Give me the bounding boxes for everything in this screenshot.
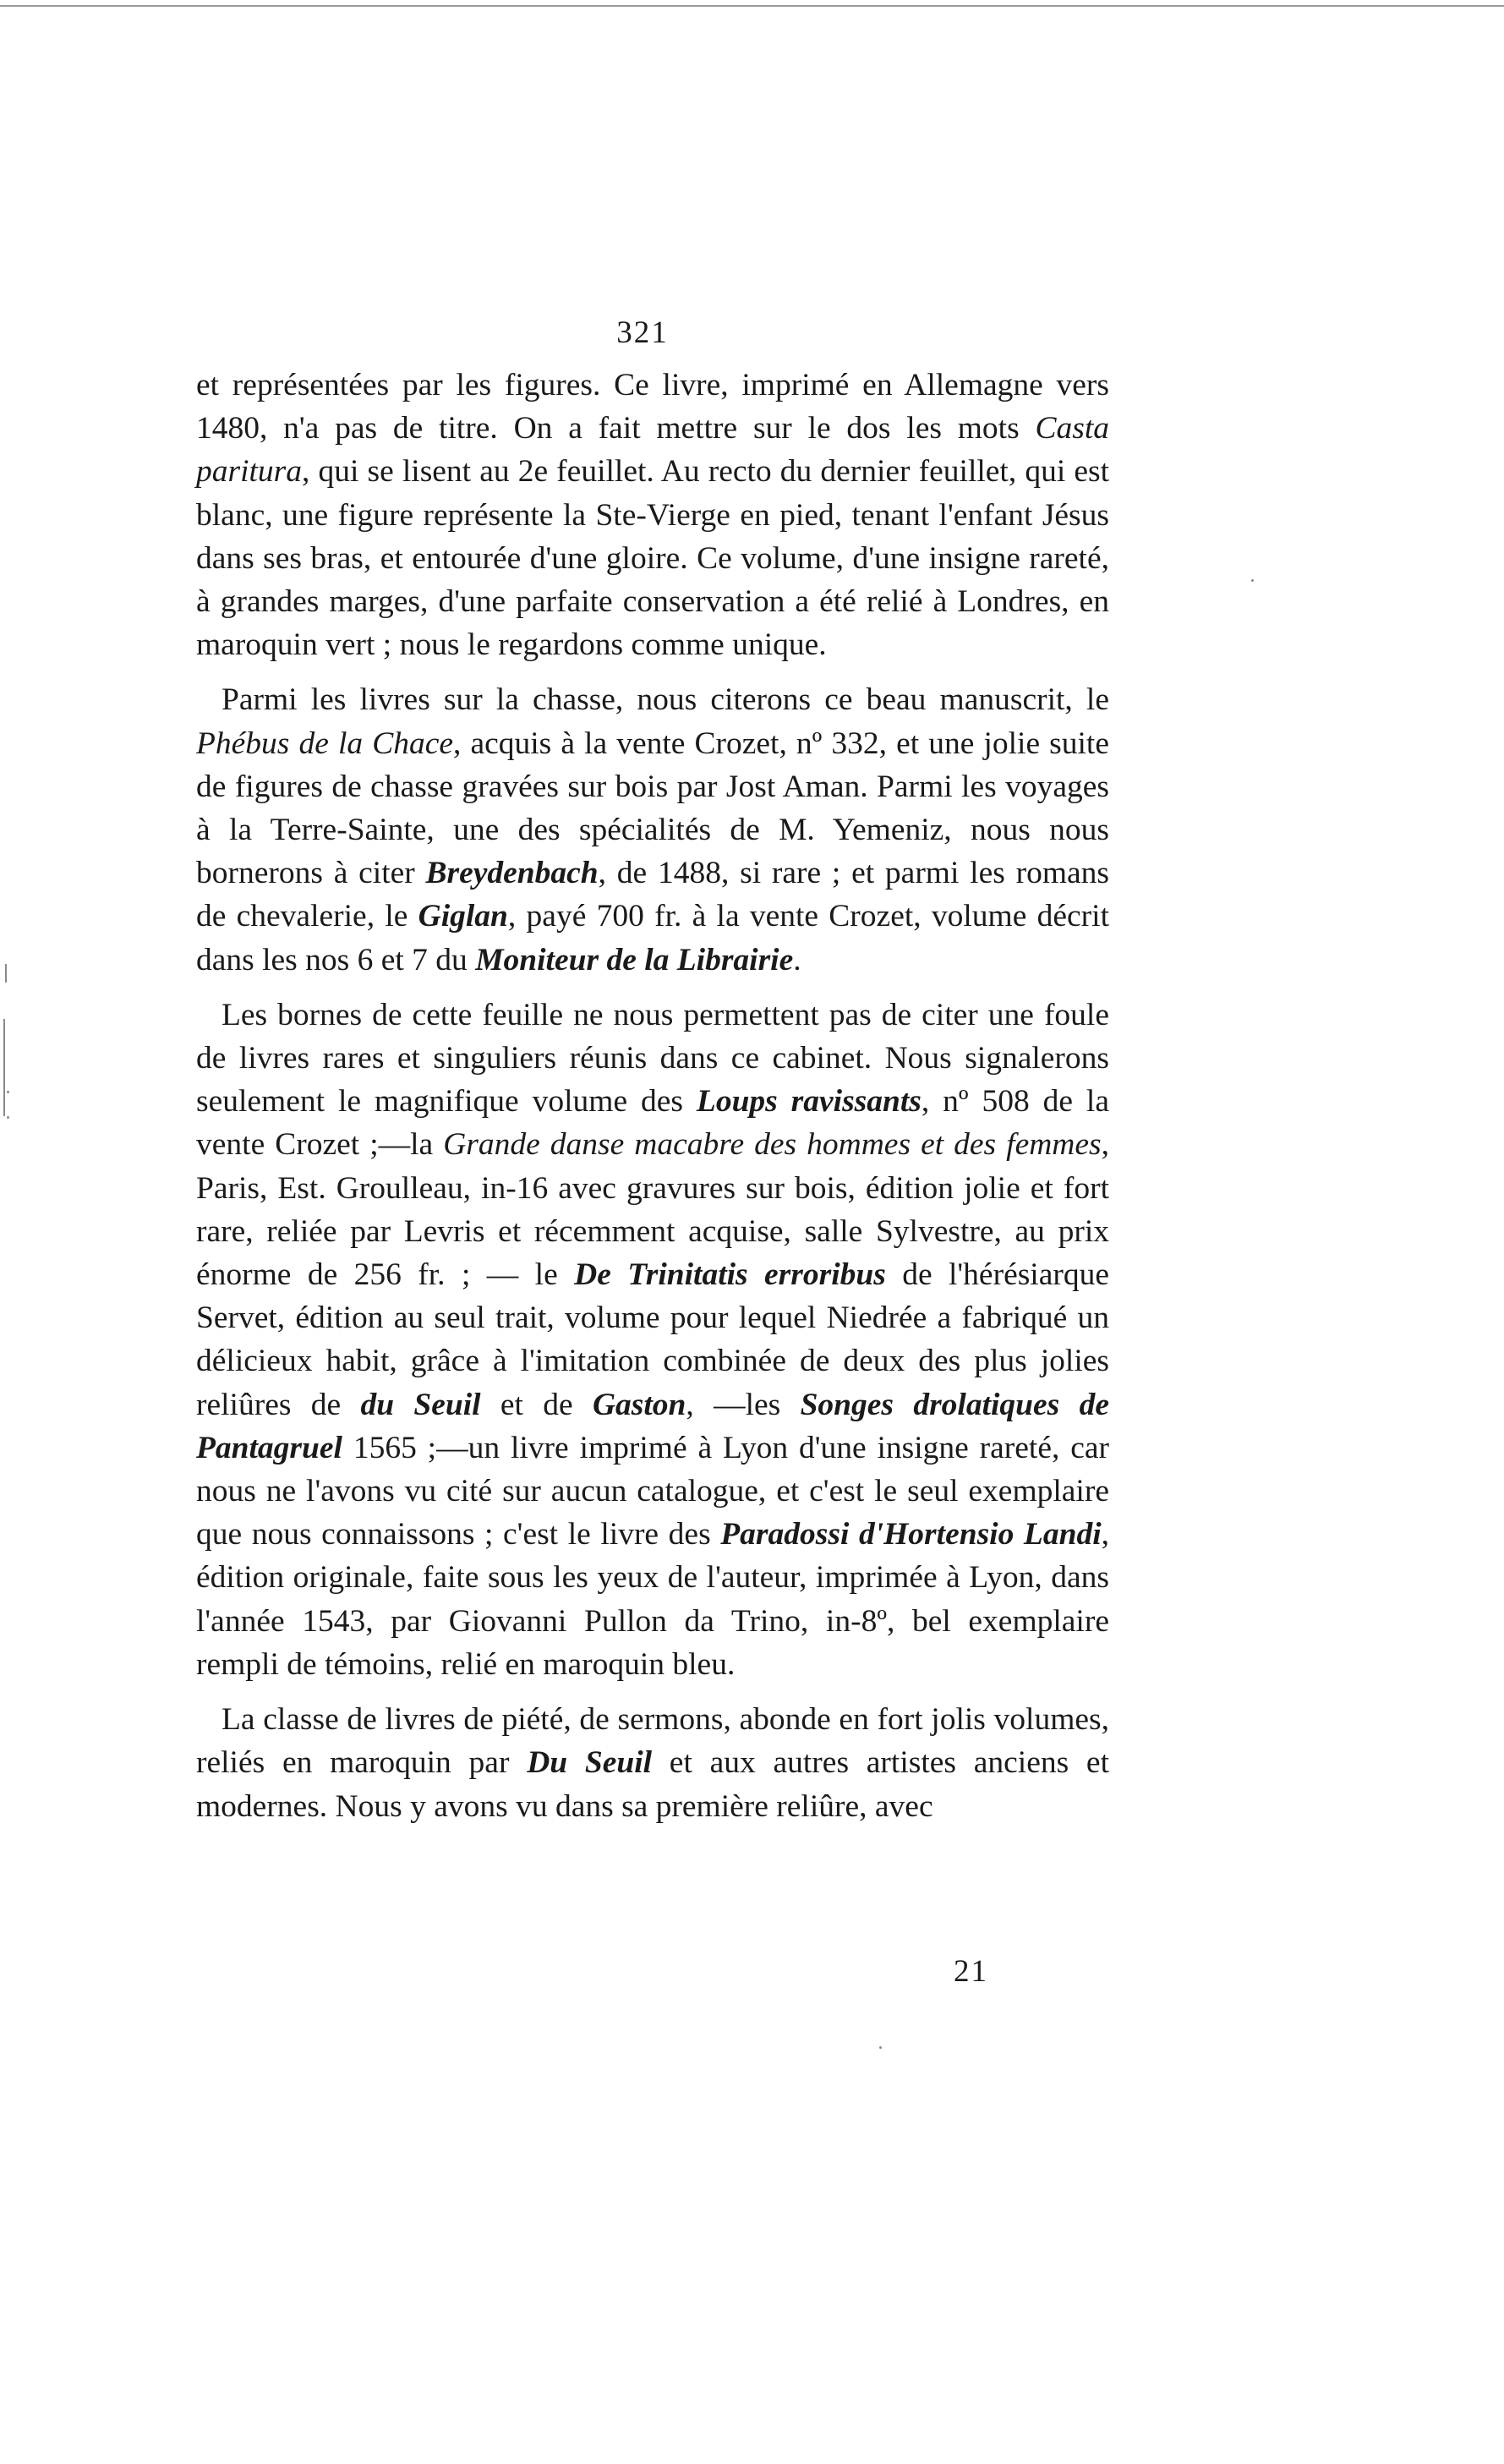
text-run: , nº 508 de la vente Crozet ;—la bbox=[196, 1084, 1109, 1163]
paragraph bbox=[196, 678, 1109, 981]
text-run: , payé 700 fr. à la vente Crozet, volume décrit dans les nos 6 et 7 du bbox=[196, 899, 1109, 977]
paragraph bbox=[196, 364, 1109, 666]
emphasized-title: Gaston bbox=[592, 1387, 686, 1422]
emphasized-title: Du Seuil bbox=[527, 1745, 653, 1781]
text-run: . bbox=[793, 942, 801, 977]
body-text bbox=[196, 364, 1109, 1840]
text-run: , de 1488, si rare ; et parmi les romans de chevalerie, le bbox=[196, 856, 1109, 934]
emphasized-title: Casta paritura bbox=[196, 411, 1109, 490]
text-run: 1565 ;—un livre imprimé à Lyon d'une insigne rareté, car nous ne l'avons vu cité sur aucun catalogue, et c'est le seul exemplaire que nous connaissons ; c'est le livre des bbox=[196, 1430, 1109, 1552]
margin-speck bbox=[7, 1091, 9, 1093]
text-run: et de bbox=[480, 1387, 593, 1422]
margin-speck bbox=[1251, 579, 1254, 582]
emphasized-title: Paradossi d'Hortensio Landi bbox=[720, 1517, 1102, 1552]
text-run: , acquis à la vente Crozet, nº 332, et une jolie suite de figures de chasse gravées sur bois par Jost Aman. Parmi les voyages à la Terre-Sainte, une des spécialités de M. Yemeniz, nous nous bornerons à citer bbox=[196, 726, 1109, 891]
emphasized-title: De Trinitatis erroribus bbox=[574, 1257, 886, 1293]
text-run: , qui se lisent au 2e feuillet. Au recto du dernier feuillet, qui est blanc, une figure représente la Ste-Vierge en pied, tenant l'enfant Jésus dans ses bras, et entourée d'une gloire. Ce volume, d'une insigne rareté, à grandes marges, d'une parfaite conservation a été relié à Londres, en maroquin vert ; nous le regardons comme unique. bbox=[196, 454, 1109, 663]
top-edge-rule bbox=[0, 5, 1504, 7]
margin-speck bbox=[7, 1116, 9, 1119]
margin-line-mark bbox=[3, 1019, 5, 1116]
emphasized-title: Phébus de la Chace bbox=[196, 726, 453, 761]
emphasized-title: Songes drolatiques de Pantagruel bbox=[196, 1387, 1109, 1465]
margin-line-mark-small bbox=[5, 964, 7, 983]
text-run: La classe de livres de piété, de sermons, abonde en fort jolis volumes, reliés en maroquin par bbox=[196, 1702, 1109, 1781]
text-run: , Paris, Est. Groulleau, in-16 avec gravures sur bois, édition jolie et fort rare, reliée par Levris et récemment acquise, salle Sylvestre, au prix énorme de 256 fr. ; — le bbox=[196, 1127, 1109, 1293]
text-run: et représentées par les figures. Ce livre, imprimé en Allemagne vers 1480, n'a pas de titre. On a fait mettre sur le dos les mots bbox=[196, 368, 1109, 446]
paragraph bbox=[196, 1698, 1109, 1828]
text-run: de l'hérésiarque Servet, édition au seul trait, volume pour lequel Niedrée a fabriqué un délicieux habit, grâce à l'imitation combinée de deux des plus jolies reliûres de bbox=[196, 1257, 1109, 1422]
signature-mark: 21 bbox=[954, 1954, 988, 1989]
text-run: , édition originale, faite sous les yeux de l'auteur, imprimée à Lyon, dans l'année 1543, par Giovanni Pullon da Trino, in-8º, bel exemplaire rempli de témoins, relié en maroquin bleu. bbox=[196, 1517, 1109, 1682]
paragraph bbox=[196, 994, 1109, 1686]
text-run: Parmi les livres sur la chasse, nous citerons ce beau manuscrit, le bbox=[221, 682, 1109, 718]
emphasized-title: Breydenbach bbox=[425, 856, 599, 891]
margin-speck bbox=[879, 2046, 882, 2049]
emphasized-title: Loups ravissants bbox=[696, 1084, 922, 1120]
text-run: et aux autres artistes anciens et modernes. Nous y avons vu dans sa première reliûre, avec bbox=[196, 1745, 1109, 1824]
emphasized-title: Giglan bbox=[418, 899, 508, 934]
emphasized-title: du Seuil bbox=[360, 1387, 481, 1422]
page-number: 321 bbox=[616, 315, 669, 350]
text-run: Les bornes de cette feuille ne nous permettent pas de citer une foule de livres rares et singuliers réunis dans ce cabinet. Nous signalerons seulement le magnifique volume des bbox=[196, 997, 1109, 1120]
emphasized-title: Moniteur de la Librairie bbox=[475, 942, 794, 977]
emphasized-title: Grande danse macabre des hommes et des femmes bbox=[443, 1127, 1102, 1163]
text-run: , —les bbox=[686, 1387, 801, 1422]
